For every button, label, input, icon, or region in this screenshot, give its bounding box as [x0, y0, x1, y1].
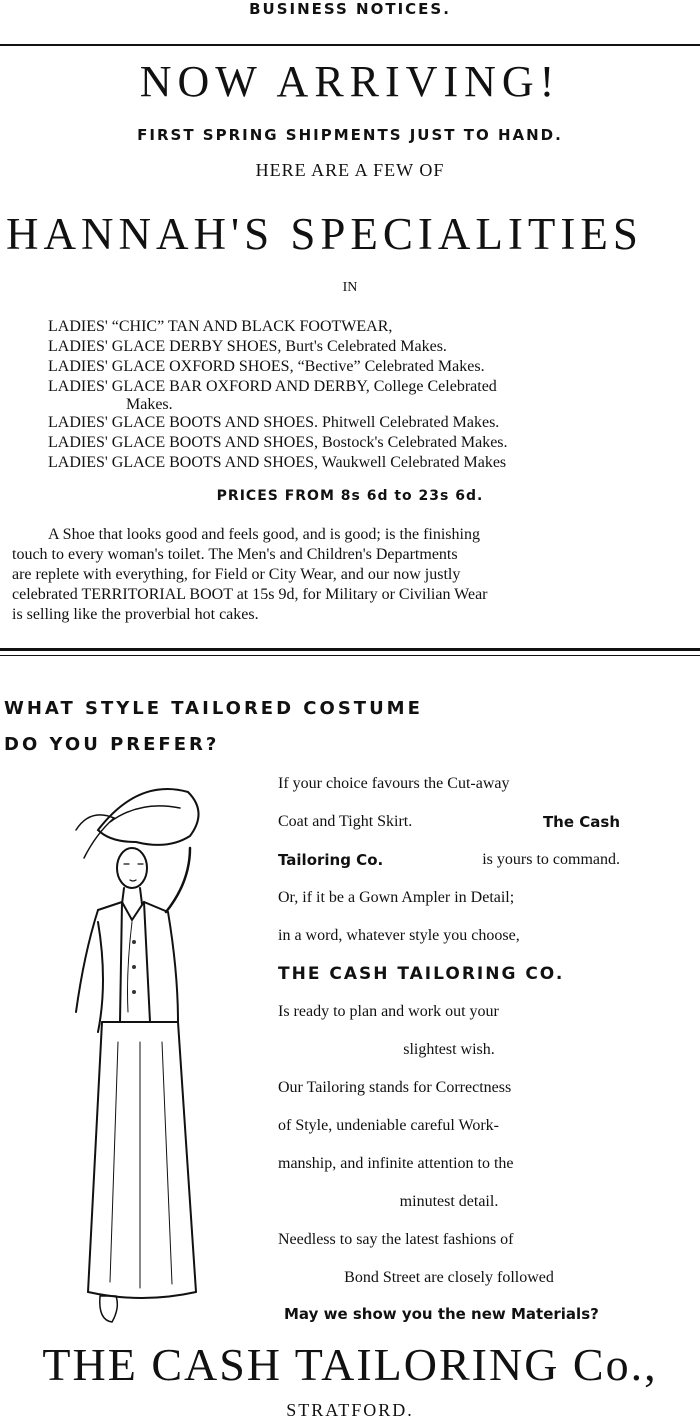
product-item: LADIES' GLACE BOOTS AND SHOES, Bostock's Celebrated Makes.: [48, 434, 508, 451]
copy-line: If your choice favours the Cut-away: [278, 775, 510, 792]
copy-line: Our Tailoring stands for Correctness: [278, 1079, 512, 1096]
headline: NOW ARRIVING!: [139, 57, 561, 106]
top-rule: [0, 44, 700, 46]
copy-text: Coat and Tight Skirt.: [278, 813, 413, 830]
copy-line: Needless to say the latest fashions of: [278, 1231, 514, 1248]
section-header: BUSINESS NOTICES.: [249, 0, 451, 18]
company-name: THE CASH TAILORING CO.: [278, 964, 565, 984]
section-rule-thin: [0, 655, 700, 656]
copy-line: Or, if it be a Gown Ampler in Detail;: [278, 889, 515, 906]
brand-title: HANNAH'S SPECIALITIES: [6, 209, 643, 259]
product-item: LADIES' GLACE DERBY SHOES, Burt's Celebrated Makes.: [48, 338, 447, 355]
copy-line: [278, 812, 620, 832]
footer-town: STRATFORD.: [286, 1400, 414, 1420]
paragraph-line: A Shoe that looks good and feels good, and is good; is the finishing: [48, 526, 480, 543]
lady-costume-illustration: [40, 772, 270, 1332]
product-item-continued: Makes.: [126, 396, 173, 413]
product-item: LADIES' GLACE BOOTS AND SHOES, Waukwell Celebrated Makes: [48, 454, 507, 471]
paragraph-line: is selling like the proverbial hot cakes.: [12, 606, 259, 623]
copy-line: Is ready to plan and work out your: [278, 1003, 499, 1020]
costume-question-line1: WHAT STYLE TAILORED COSTUME: [4, 698, 423, 719]
copy-line: Bond Street are closely followed: [344, 1269, 554, 1286]
product-item: LADIES' GLACE BAR OXFORD AND DERBY, College Celebrated: [48, 378, 497, 395]
paragraph-line: are replete with everything, for Field or City Wear, and our now justly: [12, 566, 461, 583]
copy-line: minutest detail.: [399, 1193, 499, 1210]
copy-line: slightest wish.: [403, 1041, 495, 1058]
copy-line: of Style, undeniable careful Work-: [278, 1117, 500, 1134]
section-rule: [0, 648, 700, 651]
product-item: LADIES' “CHIC” TAN AND BLACK FOOTWEAR,: [48, 318, 393, 335]
call-to-action: May we show you the new Materials?: [284, 1305, 599, 1323]
intro-line: HERE ARE A FEW OF: [255, 160, 445, 180]
copy-line: [278, 850, 620, 871]
subhead: FIRST SPRING SHIPMENTS JUST TO HAND.: [137, 126, 563, 144]
paragraph-line: touch to every woman's toilet. The Men's and Children's Departments: [12, 546, 458, 563]
paragraph-line: celebrated TERRITORIAL BOOT at 15s 9d, for Military or Civilian Wear: [12, 586, 488, 603]
in-word: IN: [342, 280, 358, 295]
company-name-inline: Tailoring Co.: [278, 851, 384, 869]
company-name-inline: The Cash: [542, 813, 620, 831]
product-item: LADIES' GLACE OXFORD SHOES, “Bective” Celebrated Makes.: [48, 358, 485, 375]
copy-text: is yours to command.: [482, 851, 620, 868]
footer-company-name: THE CASH TAILORING Co.,: [42, 1339, 658, 1390]
copy-line: in a word, whatever style you choose,: [278, 927, 520, 944]
price-range: PRICES FROM 8s 6d to 23s 6d.: [216, 488, 484, 504]
copy-line: manship, and infinite attention to the: [278, 1155, 514, 1172]
product-item: LADIES' GLACE BOOTS AND SHOES. Phitwell Celebrated Makes.: [48, 414, 500, 431]
costume-question-line2: DO YOU PREFER?: [4, 734, 220, 755]
